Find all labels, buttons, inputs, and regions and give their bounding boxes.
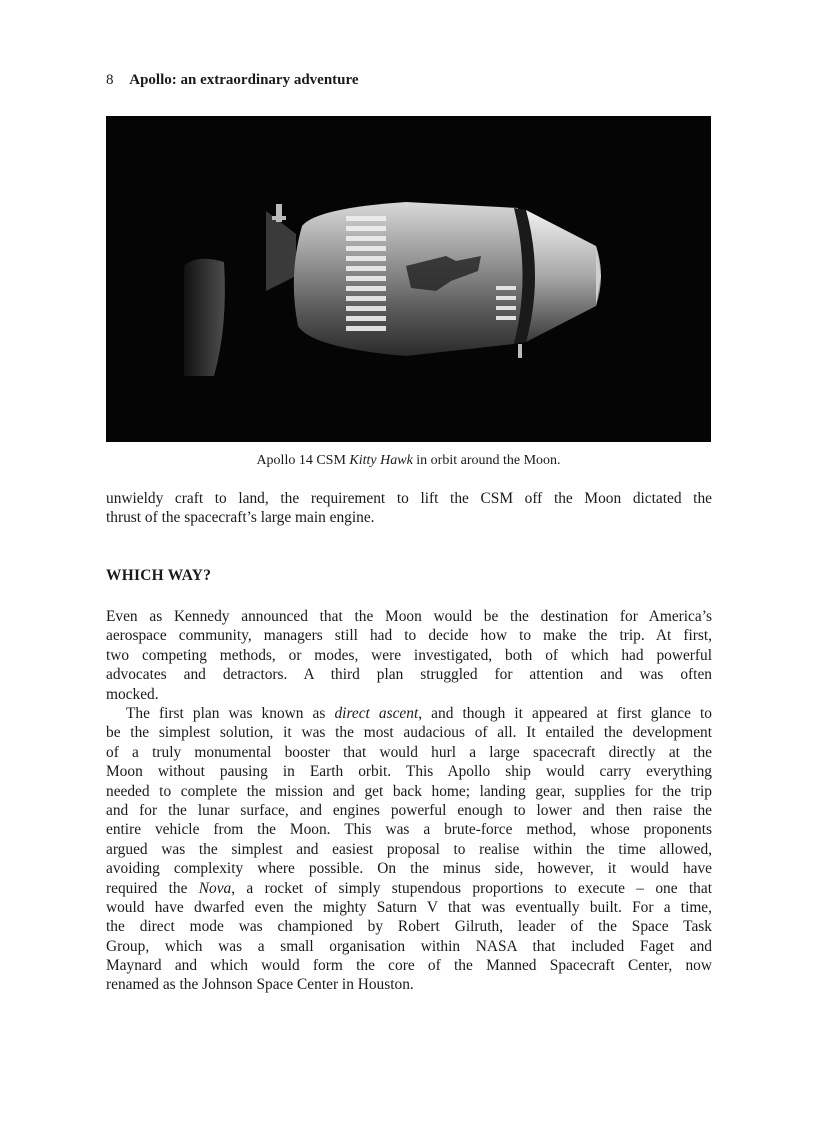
paragraph-2 [106, 704, 712, 995]
caption-text-end: in orbit around the Moon. [412, 453, 561, 468]
italic-term: Nova [198, 879, 232, 897]
text-line: Maynard and which would form the core of the Manned Spacecraft Center, now [106, 957, 712, 975]
caption-italic-name: Kitty Hawk [349, 453, 413, 468]
csm-illustration [106, 116, 711, 442]
text-line: be the simplest solution, it was the most audacious of all. It entailed the development [106, 724, 712, 742]
text-line: The first plan was known as direct ascent, and though it appeared at first glance to [126, 705, 712, 722]
text-line: thrust of the spacecraft’s large main engine. [106, 509, 375, 527]
text-line: advocates and detractors. A third plan struggled for attention and was often [106, 666, 712, 684]
continuation-paragraph [106, 489, 712, 528]
text-line: mocked. [106, 685, 159, 703]
section-heading: WHICH WAY? [106, 567, 212, 584]
spacecraft-photo [106, 116, 711, 442]
text-line: two competing methods, or modes, were investigated, both of which had powerful [106, 646, 712, 664]
text-line: entire vehicle from the Moon. This was a brute-force method, whose proponents [106, 821, 712, 839]
text-line: Even as Kennedy announced that the Moon would be the destination for America’s [106, 608, 712, 625]
text-line: aerospace community, managers still had to decide how to make the trip. At first, [106, 627, 712, 645]
running-header [106, 71, 359, 89]
text-line: would have dwarfed even the mighty Saturn V that was eventually built. For a time, [106, 898, 712, 916]
text-line: the direct mode was championed by Robert Gilruth, leader of the Space Task [106, 918, 712, 936]
caption-text: Apollo 14 CSM [256, 453, 350, 468]
text-line: renamed as the Johnson Space Center in Houston. [106, 976, 414, 994]
text-line: Moon without pausing in Earth orbit. This Apollo ship would carry everything [106, 763, 712, 781]
text-line: avoiding complexity where possible. On the minus side, however, it would have [106, 860, 712, 878]
page-number: 8 [106, 72, 114, 88]
paragraph-1 [106, 607, 712, 704]
text-line: unwieldy craft to land, the requirement to lift the CSM off the Moon dictated the [106, 490, 712, 507]
figure-caption [106, 452, 711, 469]
running-title: Apollo: an extraordinary adventure [129, 72, 359, 88]
text-line: argued was the simplest and easiest proposal to realise within the time allowed, [106, 840, 712, 858]
text-line: and for the lunar surface, and engines powerful enough to lower and then raise the [106, 801, 712, 819]
text-line: required the Nova, a rocket of simply stupendous proportions to execute – one that [106, 879, 712, 897]
text-line: Group, which was a small organisation within NASA that included Faget and [106, 937, 712, 955]
italic-term: direct ascent [334, 705, 419, 722]
text-line: needed to complete the mission and get back home; landing gear, supplies for the trip [106, 782, 712, 800]
text-line: of a truly monumental booster that would hurl a large spacecraft directly at the [106, 743, 712, 761]
